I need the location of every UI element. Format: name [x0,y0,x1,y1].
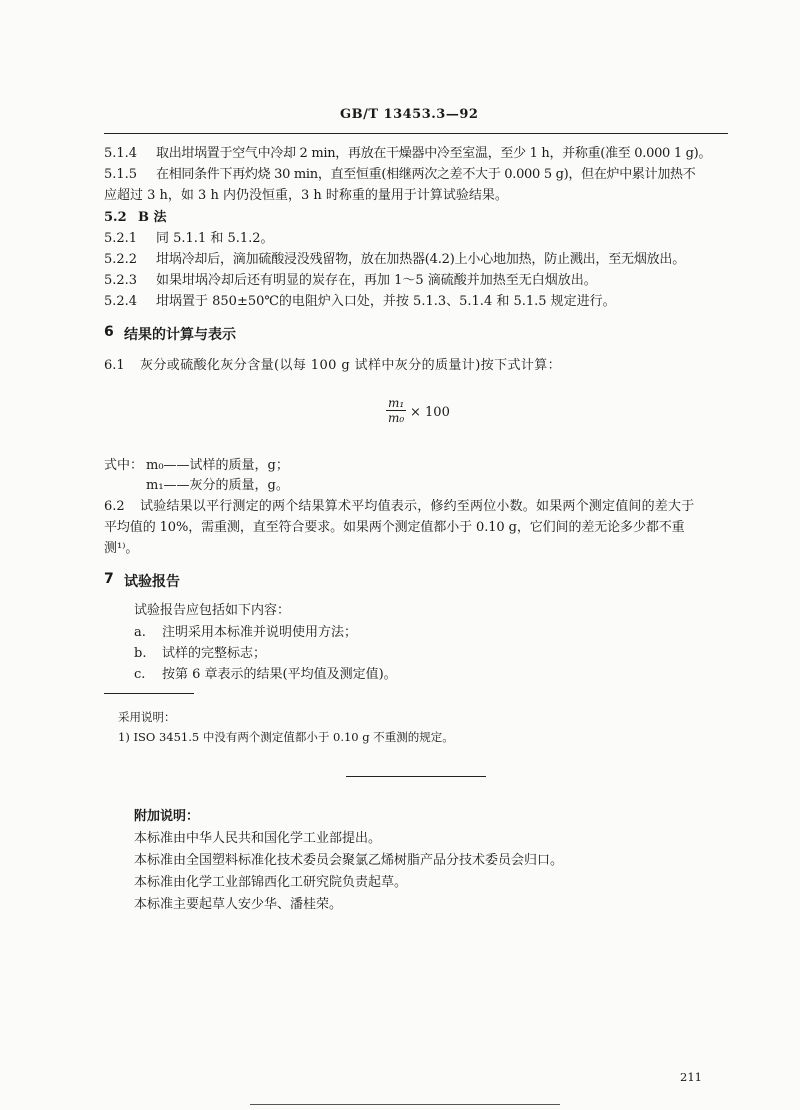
formula-multiplier: × 100 [410,405,450,420]
clause-text: 试验结果以平行测定的两个结果算术平均值表示，修约至两位小数。如果两个测定值间的差大于 [140,499,695,514]
clause-number: 5.1.5 [104,167,138,182]
formula-fraction [386,396,406,425]
variable-definition: m₀——试样的质量，g； [146,458,289,473]
divider-rule [346,776,486,777]
clause-number: 5.2.4 [104,294,138,309]
clause-number: 5.2.1 [104,231,138,246]
list-item-text: 按第 6 章表示的结果(平均值及测定值)。 [162,667,397,682]
clause-text: 坩埚置于 850±50℃的电阻炉入口处，并按 5.1.3、5.1.4 和 5.1.5 规定进行。 [156,294,616,309]
report-intro: 试验报告应包括如下内容： [134,603,291,618]
footnote-rule [104,693,194,694]
clause-text: 应超过 3 h，如 3 h 内仍没恒重，3 h 时称重的量用于计算试验结果。 [104,188,508,203]
additional-line: 本标准由全国塑料标准化技术委员会聚氯乙烯树脂产品分技术委员会归口。 [134,853,564,868]
section-title: 结果的计算与表示 [124,327,236,343]
additional-title: 附加说明： [134,809,200,824]
clause-text: 坩埚冷却后，滴加硫酸浸没残留物，放在加热器(4.2)上小心地加热，防止溅出，至无烟放出。 [156,252,686,267]
additional-line: 本标准由化学工业部锦西化工研究院负责起草。 [134,875,408,890]
clause-text: 在相同条件下再灼烧 30 min，直至恒重(相继两次之差不大于 0.000 5 g)，但在炉中累计加热不 [156,167,696,182]
section-number: 5.2 [104,210,127,225]
clause-number: 5.1.4 [104,146,138,161]
clause-number: 6.1 [104,358,125,373]
list-item-text: 注明采用本标准并说明使用方法； [162,625,358,640]
list-item-mark: a. [134,625,146,640]
list-item-text: 试样的完整标志； [162,646,267,661]
clause-number: 6.2 [104,499,125,514]
section-title: B 法 [138,210,167,225]
additional-line: 本标准由中华人民共和国化学工业部提出。 [134,831,382,846]
page-number: 211 [680,1070,702,1084]
list-item-mark: c. [134,667,146,682]
header-rule [104,133,728,134]
clause-text: 同 5.1.1 和 5.1.2。 [156,231,274,246]
variable-definition: m₁——灰分的质量，g。 [146,478,289,493]
formula-numerator: m₁ [388,396,405,410]
clause-text: 取出坩埚置于空气中冷却 2 min，再放在干燥器中冷至室温，至少 1 h，并称重(准至 0.000 1 g)。 [156,146,712,161]
clause-number: 5.2.3 [104,273,138,288]
section-title: 试验报告 [124,574,180,590]
clause-text: 测¹⁾。 [104,541,139,556]
clause-number: 5.2.2 [104,252,138,267]
footnote-text: 1) ISO 3451.5 中没有两个测定值都小于 0.10 g 不重测的规定。 [118,730,454,744]
clause-text: 如果坩埚冷却后还有明显的炭存在，再加 1～5 滴硫酸并加热至无白烟放出。 [156,273,597,288]
list-item-mark: b. [134,646,147,661]
bottom-rule [250,1104,560,1105]
additional-line: 本标准主要起草人安少华、潘桂荣。 [134,897,343,912]
section-number: 7 [104,571,114,587]
section-number: 6 [104,324,114,340]
standard-number-header: GB/T 13453.3—92 [340,107,479,122]
where-label: 式中： [104,458,144,473]
footnote-title: 采用说明： [118,710,176,724]
formula-denominator: m₀ [388,411,405,425]
clause-text: 平均值的 10%，需重测，直至符合要求。如果两个测定值都小于 0.10 g，它们间的差无论多少都不重 [104,520,685,535]
clause-text: 灰分或硫酸化灰分含量(以每 100 g 试样中灰分的质量计)按下式计算： [140,358,562,373]
